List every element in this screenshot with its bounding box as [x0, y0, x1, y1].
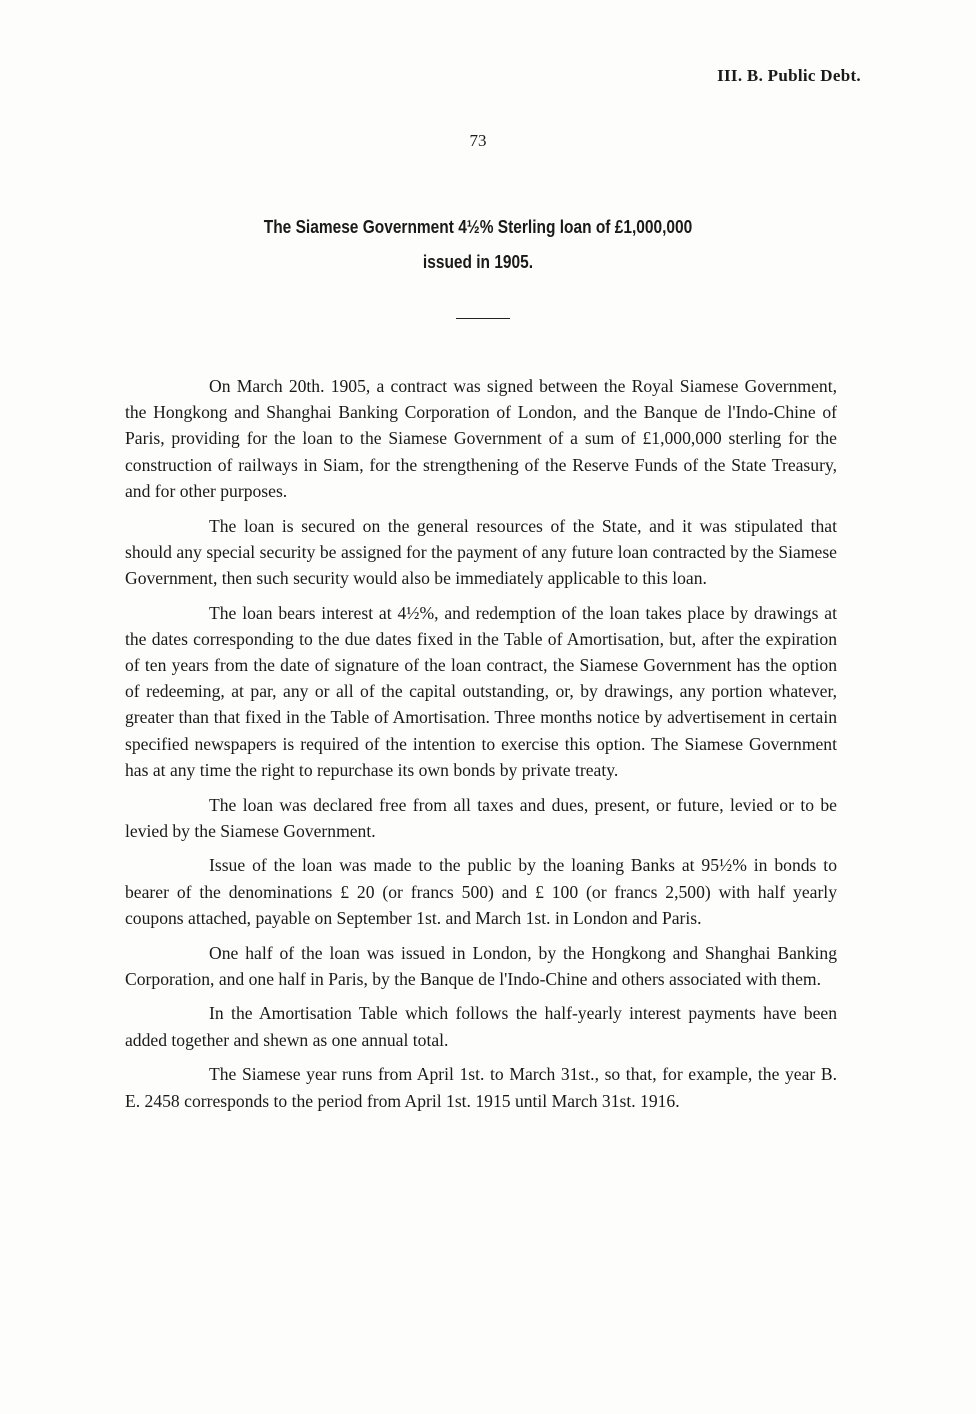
paragraph: The Siamese year runs from April 1st. to March 31st., so that, for example, the year B. E. 2458 corresponds to the period from April 1st. 1915 until March 31st. 1916. [125, 1064, 837, 1111]
paragraph: On March 20th. 1905, a contract was signed between the Royal Siamese Government, the Hongkong and Shanghai Banking Corporation of London, and the Banque de l'Indo-Chine of Paris, providing for the loan to the Siamese Government of a sum of £1,000,000 sterling for the construction of railways in Siam, for the strengthening of the Reserve Funds of the State Treasury, and for other purposes. [125, 376, 837, 501]
paragraph: Issue of the loan was made to the public by the loaning Banks at 95½% in bonds to bearer of the denominations £ 20 (or francs 500) and £ 100 (or francs 2,500) with half yearly coupons attached, payable on September 1st. and March 1st. in London and Paris. [125, 855, 837, 928]
paragraph: The loan is secured on the general resources of the State, and it was stipulated that should any special security be assigned for the payment of any future loan contracted by the Siamese Government, then such security would also be immediately applicable to this loan. [125, 515, 837, 588]
paragraph: In the Amortisation Table which follows the half-yearly interest payments have been added together and shewn as one annual total. [125, 1003, 837, 1050]
page-number: 73 [469, 131, 487, 150]
body-text [125, 373, 837, 1122]
title-divider [456, 318, 510, 319]
paragraph: The loan bears interest at 4½%, and redemption of the loan takes place by drawings at the dates corresponding to the due dates fixed in the Table of Amortisation, but, after the expiration of ten years from the date of signature of the loan contract, the Siamese Government has the option of redeeming, at par, any or all of the capital outstanding, or, by drawings, any portion whatever, greater than that fixed in the Table of Amortisation. Three months notice by advertisement in certain specified newspapers is required of the intention to exercise this option. The Siamese Government has at any time the right to repurchase its own bonds by private treaty. [125, 602, 837, 780]
paragraph: The loan was declared free from all taxes and dues, present, or future, levied or to be levied by the Siamese Government. [125, 794, 837, 841]
title-line-2: issued in 1905. [422, 252, 534, 272]
title-line-1: The Siamese Government 4½% Sterling loan of £1,000,000 [263, 217, 693, 237]
paragraph: One half of the loan was issued in London, by the Hongkong and Shanghai Banking Corporation, and one half in Paris, by the Banque de l'Indo-Chine and others associated with them. [125, 942, 837, 989]
document-title [67, 210, 889, 280]
section-header: III. B. Public Debt. [717, 66, 861, 85]
